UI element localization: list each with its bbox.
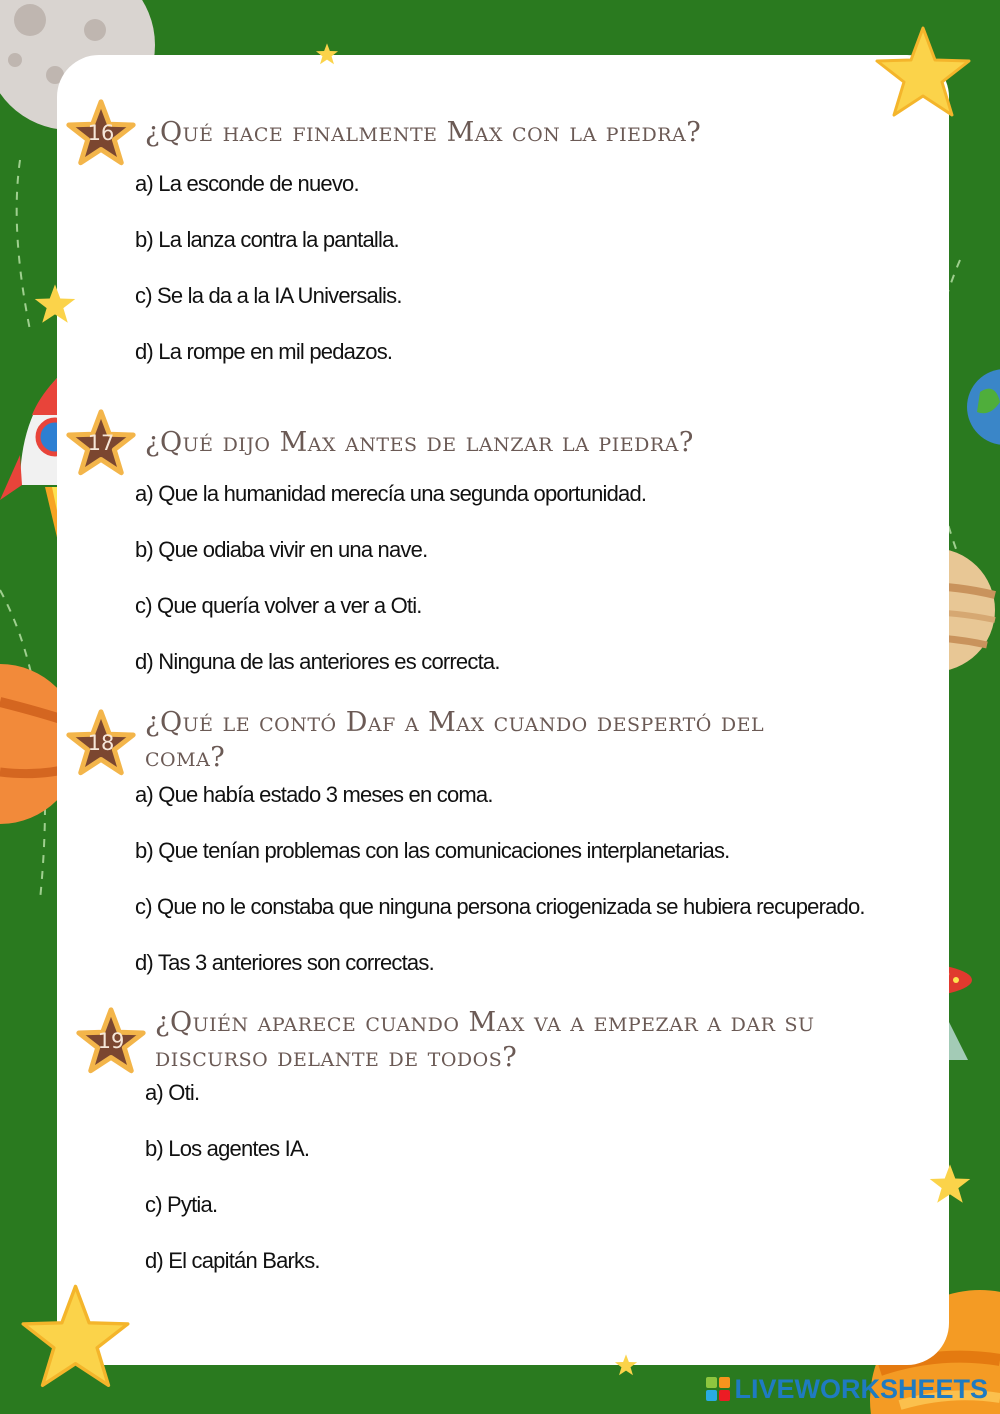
star-icon [928,1163,972,1205]
liveworksheets-watermark [706,1374,988,1404]
question-number: 18 [87,731,115,755]
question-number: 16 [87,121,115,145]
question-text-line1: ¿Quién aparece cuando Max va a empezar a dar su [155,1007,815,1038]
question-text-line2: coma? [145,742,226,773]
answer-option[interactable]: d) Tas 3 anteriores son correctas. [135,950,434,975]
answer-option[interactable]: d) El capitán Barks. [145,1248,320,1273]
answer-option[interactable]: d) Ninguna de las anteriores es correcta. [135,649,500,674]
answer-option[interactable]: b) La lanza contra la pantalla. [135,227,399,252]
answer-option[interactable]: a) Que la humanidad merecía una segunda oportunidad. [135,481,647,506]
question-number: 19 [97,1029,125,1053]
question-number-badge [66,98,136,168]
star-icon [873,25,973,120]
answer-option[interactable]: c) Se la da a la IA Universalis. [135,283,402,308]
star-icon [315,42,339,66]
question-number-badge [76,1006,146,1076]
question-number-badge [66,408,136,478]
question-text-line2: discurso delante de todos? [155,1042,518,1073]
question-number-badge [66,708,136,778]
answer-option[interactable]: a) Que había estado 3 meses en coma. [135,782,493,807]
answer-option[interactable]: b) Que tenían problemas con las comunicaciones interplanetarias. [135,838,730,863]
brand-text: LIVEWORKSHEETS [734,1373,988,1404]
question-text: ¿Qué dijo Max antes de lanzar la piedra? [145,427,694,458]
star-icon [18,1283,133,1391]
star-icon [614,1353,638,1377]
question-text: ¿Qué hace finalmente Max con la piedra? [145,117,702,148]
star-icon [33,283,77,325]
answer-option[interactable]: a) La esconde de nuevo. [135,171,359,196]
earth-planet-decoration [965,362,1000,452]
liveworksheets-logo-icon [706,1377,730,1401]
answer-option[interactable]: c) Que quería volver a ver a Oti. [135,593,422,618]
question-text-line1: ¿Qué le contó Daf a Max cuando despertó del [145,707,765,738]
question-number: 17 [87,431,115,455]
answer-option[interactable]: b) Que odiaba vivir en una nave. [135,537,428,562]
answer-option[interactable]: b) Los agentes IA. [145,1136,310,1161]
answer-option[interactable]: d) La rompe en mil pedazos. [135,339,393,364]
answer-option[interactable]: c) Que no le constaba que ninguna persona criogenizada se hubiera recuperado. [135,894,865,919]
answer-option[interactable]: c) Pytia. [145,1192,218,1217]
answer-option[interactable]: a) Oti. [145,1080,200,1105]
